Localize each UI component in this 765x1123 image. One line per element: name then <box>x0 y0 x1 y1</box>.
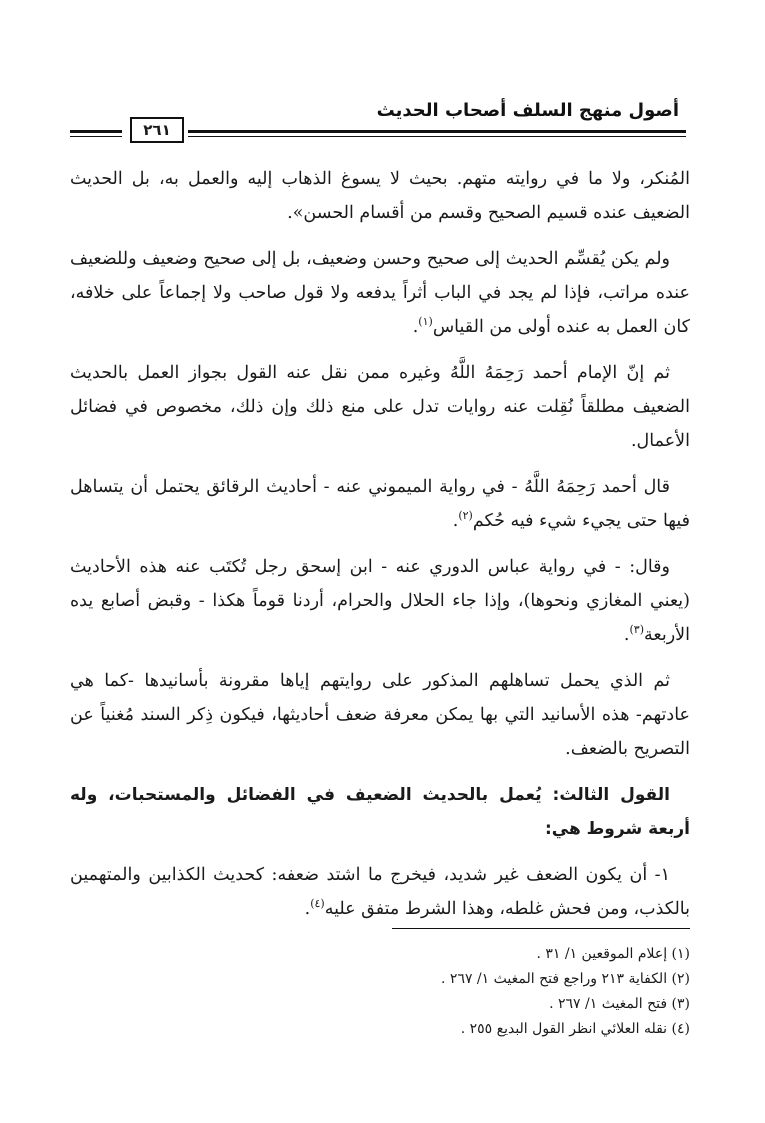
footnotes <box>130 942 690 1042</box>
paragraph-2-text: ولم يكن يُقسِّم الحديث إلى صحيح وحسن وضعيف، بل إلى صحيح وضعيف وللضعيف عنده مراتب، فإذا لم يجد في الباب أثراً يدفعه ولا قول صاحب ولا إجماعاً على خلافه، كان العمل به عنده أولى من القياس <box>70 249 690 337</box>
page-number: ٢٦١ <box>130 117 184 143</box>
paragraph-4: قال أحمد رَحِمَهُ اللَّهُ - في رواية الميموني عنه - أحاديث الرقائق يحتمل أن يتساهل فيها حتى يجيء شيء فيه حُكم$^{(٢)}$. <box>70 477 690 531</box>
paragraph-5-text: وقال: - في رواية عباس الدوري عنه - ابن إسحق رجل تُكتَب عنه هذه الأحاديث (يعني المغازي ونحوها)، وإذا جاء الحلال والحرام، أردنا قوماً هكذا - وقبض أصابع يده الأربعة <box>70 557 690 645</box>
footnote-ref-3: (٣) <box>629 623 644 637</box>
paragraph-1-text: المُنكر، ولا ما في روايته متهم. بحيث لا يسوغ الذهاب إليه والعمل به، بل الحديث الضعيف عنده قسيم الصحيح وقسم من أقسام الحسن». <box>70 169 690 223</box>
footnote-4: (٤) نقله العلائي انظر القول البديع ٢٥٥ . <box>460 1021 690 1037</box>
paragraph-1 <box>70 162 690 230</box>
running-header-title: أصول منهج السلف أصحاب الحديث <box>376 100 679 121</box>
footnote-3: (٣) فتح المغيث ١/ ٢٦٧ . <box>549 996 690 1012</box>
paragraph-2: ولم يكن يُقسِّم الحديث إلى صحيح وحسن وضعيف، بل إلى صحيح وضعيف وللضعيف عنده مراتب، فإذا لم يجد في الباب أثراً يدفعه ولا قول صاحب ولا إجماعاً على خلافه، كان العمل به عنده أولى من القياس$^{(١)}$. <box>70 249 690 337</box>
header-rule-left-thin <box>70 136 122 137</box>
paragraph-3 <box>70 356 690 458</box>
paragraph-4-text: قال أحمد رَحِمَهُ اللَّهُ - في رواية الميموني عنه - أحاديث الرقائق يحتمل أن يتساهل فيها حتى يجيء شيء فيه حُكم <box>70 477 690 531</box>
header-rule-right-thin <box>188 136 686 137</box>
paragraph-6 <box>70 664 690 766</box>
body-text <box>70 162 690 938</box>
paragraph-6-text: ثم الذي يحمل تساهلهم المذكور على روايتهم إياها مقرونة بأسانيدها -كما هي عادتهم- هذه الأسانيد التي بها يمكن معرفة ضعف أحاديثها، فيكون ذِكر السند مُغنياً عن التصريح بالضعف. <box>70 671 690 759</box>
footnote-ref-1: (١) <box>418 315 433 329</box>
footnote-separator <box>392 928 690 929</box>
section-heading-text: القول الثالث: يُعمل بالحديث الضعيف في الفضائل والمستحبات، وله أربعة شروط هي: <box>70 785 690 839</box>
footnote-1: (١) إعلام الموقعين ١/ ٣١ . <box>536 946 690 962</box>
footnote-ref-4: (٤) <box>310 897 325 911</box>
paragraph-5: وقال: - في رواية عباس الدوري عنه - ابن إسحق رجل تُكتَب عنه هذه الأحاديث (يعني المغازي ونحوها)، وإذا جاء الحلال والحرام، أردنا قوماً هكذا - وقبض أصابع يده الأربعة$^{(٣)}$. <box>70 557 690 645</box>
footnote-ref-2: (٢) <box>458 509 473 523</box>
paragraph-condition-1: ١- أن يكون الضعف غير شديد، فيخرج ما اشتد ضعفه: كحديث الكذابين والمتهمين بالكذب، ومن فحش غلطه، وهذا الشرط متفق عليه$^{(٤)}$. <box>70 865 690 919</box>
header-rule-right-thick <box>188 130 686 133</box>
header-rule-left-thick <box>70 130 122 133</box>
section-heading-third-opinion <box>70 778 690 846</box>
footnote-2: (٢) الكفاية ٢١٣ وراجع فتح المغيث ١/ ٢٦٧ . <box>441 971 690 987</box>
condition-1-text: ١- أن يكون الضعف غير شديد، فيخرج ما اشتد ضعفه: كحديث الكذابين والمتهمين بالكذب، ومن فحش غلطه، وهذا الشرط متفق عليه <box>70 865 690 919</box>
paragraph-3-text: ثم إنّ الإمام أحمد رَحِمَهُ اللَّهُ وغيره ممن نقل عنه القول بجواز العمل بالحديث الضعيف مطلقاً نُقِلت عنه روايات تدل على منع ذلك وإن ذلك، مخصوص في فضائل الأعمال. <box>70 363 690 451</box>
